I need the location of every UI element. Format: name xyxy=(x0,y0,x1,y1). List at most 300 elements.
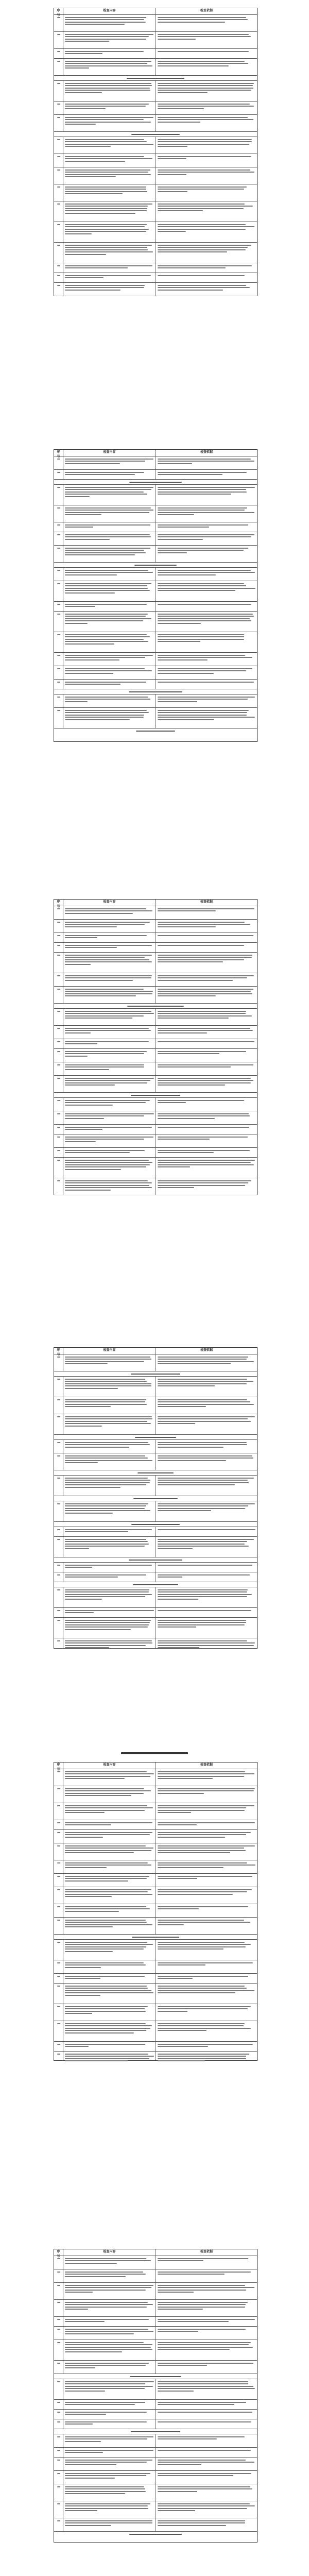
text-line xyxy=(158,2342,251,2343)
table-row xyxy=(54,2326,257,2340)
text-line xyxy=(65,1862,148,1863)
text-line xyxy=(158,1484,235,1485)
text-line xyxy=(65,90,150,91)
header-content: 检查内容 xyxy=(63,8,156,14)
text-line xyxy=(158,524,248,526)
text-line xyxy=(65,554,135,555)
text-line xyxy=(65,191,147,192)
text-line xyxy=(65,275,151,276)
text-line xyxy=(65,2381,154,2382)
text-line xyxy=(158,2060,205,2061)
text-line xyxy=(158,536,251,537)
text-line xyxy=(57,1028,60,1029)
row-number xyxy=(54,532,63,545)
check-basis xyxy=(156,283,257,296)
text-line xyxy=(65,1944,153,1945)
text-line xyxy=(158,717,255,718)
check-content xyxy=(63,470,156,479)
table-row xyxy=(54,1527,257,1536)
row-number xyxy=(54,546,63,562)
check-basis xyxy=(156,1918,257,1934)
check-basis xyxy=(156,154,257,167)
check-basis xyxy=(156,49,257,58)
text-line xyxy=(158,1946,246,1947)
text-line xyxy=(158,991,251,992)
text-line xyxy=(158,122,200,123)
text-line xyxy=(158,106,254,107)
text-line xyxy=(158,489,246,490)
text-line xyxy=(158,1018,229,1019)
text-line xyxy=(57,2006,60,2007)
row-number xyxy=(54,1501,63,1521)
check-content xyxy=(63,1476,156,1496)
text-line xyxy=(65,1812,105,1813)
text-line xyxy=(65,618,151,619)
check-basis xyxy=(156,81,257,101)
text-line xyxy=(158,1418,248,1419)
check-content xyxy=(63,1803,156,1820)
table-row xyxy=(54,1572,257,1582)
check-content xyxy=(63,2458,156,2470)
text-line xyxy=(65,208,147,209)
check-basis xyxy=(156,2484,257,2501)
text-line xyxy=(158,1962,253,1963)
text-line xyxy=(65,83,151,84)
text-line xyxy=(158,2347,253,2348)
text-line xyxy=(65,2287,151,2288)
text-line xyxy=(65,1548,89,1549)
text-line xyxy=(65,85,152,86)
text-line xyxy=(65,937,97,938)
text-line xyxy=(158,1447,224,1448)
table-header-row xyxy=(54,1348,257,1357)
text-line xyxy=(158,2421,251,2422)
text-line xyxy=(158,2044,253,2045)
text-line xyxy=(158,119,253,120)
text-line xyxy=(57,83,60,84)
text-line xyxy=(65,590,150,591)
text-line xyxy=(65,1610,154,1611)
text-line xyxy=(65,1053,144,1054)
text-line xyxy=(65,161,125,162)
text-line xyxy=(65,1113,154,1114)
text-line xyxy=(65,719,130,720)
text-line xyxy=(65,1032,91,1033)
row-number xyxy=(54,953,63,973)
text-line xyxy=(158,955,252,956)
check-basis xyxy=(156,632,257,652)
text-line xyxy=(158,957,252,958)
check-content xyxy=(63,1397,156,1414)
text-line xyxy=(65,1911,119,1912)
text-line xyxy=(65,961,152,962)
text-line xyxy=(158,1837,225,1838)
section-label xyxy=(54,1435,257,1439)
table-row xyxy=(54,114,257,131)
text-line xyxy=(158,1508,245,1509)
row-number xyxy=(54,1148,63,1157)
text-line xyxy=(158,1053,219,1054)
text-line xyxy=(65,122,151,123)
text-line xyxy=(158,1776,244,1777)
check-content xyxy=(63,2471,156,2484)
text-line xyxy=(65,1865,151,1866)
row-number xyxy=(54,581,63,601)
text-line xyxy=(65,2058,149,2059)
check-basis xyxy=(156,568,257,581)
text-line xyxy=(65,1612,94,1613)
text-line xyxy=(158,1455,252,1456)
section-row xyxy=(54,689,257,694)
check-basis xyxy=(156,973,257,986)
table-row xyxy=(54,1904,257,1917)
check-content xyxy=(63,201,156,222)
section-label xyxy=(54,1093,257,1097)
text-line xyxy=(158,22,225,23)
row-number xyxy=(54,1874,63,1887)
text-line xyxy=(158,710,249,711)
check-basis xyxy=(156,263,257,273)
text-line xyxy=(65,213,135,214)
section-row xyxy=(54,1434,257,1439)
text-line xyxy=(57,117,60,118)
text-line xyxy=(158,534,254,535)
text-line xyxy=(65,2520,152,2521)
row-number xyxy=(54,933,63,942)
text-line xyxy=(65,1043,97,1044)
row-number xyxy=(54,2300,63,2316)
text-line xyxy=(57,1011,60,1012)
text-line xyxy=(65,1084,115,1086)
text-line xyxy=(65,290,121,291)
text-line xyxy=(65,659,119,660)
text-line xyxy=(65,670,152,671)
text-line xyxy=(133,1498,178,1499)
text-line xyxy=(65,697,148,698)
text-line xyxy=(158,158,186,159)
text-line xyxy=(158,251,227,252)
text-line xyxy=(158,514,194,515)
table-row xyxy=(54,666,257,679)
text-line xyxy=(57,1920,60,1921)
text-line xyxy=(158,146,187,147)
check-basis xyxy=(156,1049,257,1062)
check-content xyxy=(63,1009,156,1025)
text-line xyxy=(65,712,149,713)
table-row xyxy=(54,1048,257,1062)
text-line xyxy=(65,922,150,923)
check-content xyxy=(63,32,156,48)
text-line xyxy=(158,17,246,18)
section-row xyxy=(54,728,257,741)
check-content xyxy=(63,632,156,652)
table-row xyxy=(54,101,257,114)
check-content xyxy=(63,1638,156,1648)
text-line xyxy=(65,2402,145,2403)
text-line xyxy=(158,2274,225,2275)
row-number xyxy=(54,167,63,184)
row-number xyxy=(54,2283,63,2299)
row-number xyxy=(54,2004,63,2021)
text-line xyxy=(57,1771,60,1772)
text-line xyxy=(65,106,146,107)
text-line xyxy=(158,2473,251,2474)
text-line xyxy=(158,1385,215,1386)
text-line xyxy=(65,2347,151,2348)
text-line xyxy=(65,2274,146,2275)
check-content xyxy=(63,953,156,973)
text-line xyxy=(158,2525,226,2526)
text-line xyxy=(65,1480,150,1481)
check-basis xyxy=(156,101,257,114)
text-line xyxy=(131,1524,179,1525)
row-number xyxy=(54,222,63,242)
row-number xyxy=(54,485,63,505)
table-row xyxy=(54,611,257,632)
text-line xyxy=(65,1169,121,1170)
text-line xyxy=(158,189,244,190)
text-line xyxy=(158,1030,253,1031)
text-line xyxy=(158,2404,234,2405)
check-content xyxy=(63,973,156,986)
text-line xyxy=(57,1876,60,1877)
table-row xyxy=(54,2434,257,2447)
text-line xyxy=(65,1577,118,1578)
text-line xyxy=(127,1006,184,1007)
text-line xyxy=(65,2309,88,2310)
table-row xyxy=(54,2518,257,2531)
text-line xyxy=(158,1788,255,1789)
text-line xyxy=(158,1180,251,1181)
text-line xyxy=(65,1834,150,1835)
text-line xyxy=(65,1876,149,1877)
check-content xyxy=(63,987,156,1003)
text-line xyxy=(57,1455,60,1456)
text-line xyxy=(65,717,144,718)
text-line xyxy=(158,2464,201,2465)
text-line xyxy=(65,2013,92,2014)
text-line xyxy=(158,1401,250,1402)
text-line xyxy=(57,2402,60,2403)
text-line xyxy=(65,1383,151,1384)
text-line xyxy=(65,1640,152,1641)
row-number xyxy=(54,1062,63,1075)
text-line xyxy=(57,1822,60,1823)
text-line xyxy=(158,1574,250,1575)
text-line xyxy=(65,2383,145,2384)
text-line xyxy=(158,574,216,575)
table-row xyxy=(54,679,257,689)
check-content xyxy=(63,2269,156,2282)
text-line xyxy=(65,2503,150,2504)
check-basis xyxy=(156,1354,257,1371)
text-line xyxy=(158,2260,203,2261)
text-line xyxy=(158,1544,245,1545)
text-line xyxy=(158,275,245,276)
check-basis xyxy=(156,456,257,469)
row-number xyxy=(54,137,63,154)
text-line xyxy=(65,1180,148,1181)
text-line xyxy=(65,1105,113,1106)
header-basis: 检查依据 xyxy=(156,1762,257,1769)
text-line xyxy=(158,2486,250,2487)
text-line xyxy=(158,1013,246,1014)
text-line xyxy=(65,510,153,511)
text-line xyxy=(65,1645,146,1646)
header-basis: 检查依据 xyxy=(156,1348,257,1354)
row-number xyxy=(54,2458,63,2470)
table-row xyxy=(54,1803,257,1820)
check-content xyxy=(63,1904,156,1917)
text-line xyxy=(158,1164,254,1165)
text-line xyxy=(158,1080,253,1081)
table-header-row xyxy=(54,8,257,17)
text-line xyxy=(65,1118,104,1119)
text-line xyxy=(158,1624,245,1625)
check-basis xyxy=(156,2300,257,2316)
text-line xyxy=(65,2028,150,2029)
row-number xyxy=(54,2501,63,2518)
text-line xyxy=(65,2436,153,2437)
section-label xyxy=(54,1496,257,1501)
check-basis xyxy=(156,1874,257,1887)
text-line xyxy=(158,187,247,188)
check-basis xyxy=(156,273,257,282)
text-line xyxy=(65,139,144,140)
text-line xyxy=(158,1548,193,1549)
row-number xyxy=(54,2052,63,2060)
check-content xyxy=(63,2327,156,2340)
text-line xyxy=(57,1942,60,1943)
text-line xyxy=(65,2044,145,2045)
table-row xyxy=(54,1873,257,1887)
table-row xyxy=(54,14,257,31)
check-content xyxy=(63,1860,156,1873)
check-content xyxy=(63,1618,156,1638)
check-content xyxy=(63,1572,156,1582)
text-line xyxy=(65,924,145,925)
text-line xyxy=(57,655,60,656)
check-basis xyxy=(156,1830,257,1843)
text-line xyxy=(57,1610,60,1611)
text-line xyxy=(158,1381,253,1382)
section-label xyxy=(54,689,257,694)
check-basis xyxy=(156,1960,257,1973)
text-line xyxy=(57,2503,60,2504)
text-line xyxy=(136,731,175,732)
check-basis xyxy=(156,2269,257,2282)
text-line xyxy=(65,2285,153,2286)
check-content xyxy=(63,2317,156,2326)
text-line xyxy=(57,922,60,923)
text-line xyxy=(57,534,60,535)
text-line xyxy=(158,108,204,109)
text-line xyxy=(158,1978,193,1979)
table-row xyxy=(54,1414,257,1434)
table-row xyxy=(54,952,257,973)
check-content xyxy=(63,154,156,167)
text-line xyxy=(158,90,251,91)
check-basis xyxy=(156,1076,257,1092)
check-content xyxy=(63,137,156,154)
text-line xyxy=(65,641,148,642)
check-content xyxy=(63,1769,156,1786)
text-line xyxy=(65,1962,144,1963)
text-line xyxy=(158,975,254,976)
row-number xyxy=(54,1178,63,1195)
check-basis xyxy=(156,1476,257,1496)
text-line xyxy=(158,1565,252,1566)
table-row xyxy=(54,1039,257,1048)
text-line xyxy=(127,78,184,79)
table-row xyxy=(54,137,257,154)
text-line xyxy=(57,1137,60,1138)
text-line xyxy=(65,249,148,250)
text-line xyxy=(57,156,60,157)
table-row xyxy=(54,567,257,581)
text-line xyxy=(131,134,180,135)
text-line xyxy=(158,910,216,911)
text-line xyxy=(57,204,60,205)
text-line xyxy=(65,17,146,18)
text-line xyxy=(158,2331,198,2332)
text-line xyxy=(65,1546,145,1547)
text-line xyxy=(65,1850,151,1851)
row-number xyxy=(54,1904,63,1917)
check-content xyxy=(63,1178,156,1195)
check-content xyxy=(63,666,156,679)
text-line xyxy=(158,156,251,157)
text-line xyxy=(65,144,153,145)
check-content xyxy=(63,906,156,919)
table-header-row xyxy=(54,450,257,459)
text-line xyxy=(158,655,245,656)
text-line xyxy=(65,1066,144,1067)
text-line xyxy=(65,1788,144,1789)
header-basis: 检查依据 xyxy=(156,900,257,906)
row-number xyxy=(54,456,63,469)
check-content xyxy=(63,2300,156,2316)
header-content: 检查内容 xyxy=(63,2249,156,2256)
table-row xyxy=(54,1917,257,1934)
text-line xyxy=(57,1832,60,1833)
row-number xyxy=(54,2518,63,2531)
text-line xyxy=(158,34,249,35)
text-line xyxy=(158,36,251,37)
text-line xyxy=(158,1807,246,1808)
text-line xyxy=(65,2404,135,2405)
text-line xyxy=(158,1867,224,1868)
text-line xyxy=(158,2436,245,2437)
row-number xyxy=(54,1158,63,1178)
check-basis xyxy=(156,59,257,75)
text-line xyxy=(57,1962,60,1963)
text-line xyxy=(158,492,247,493)
text-line xyxy=(57,2520,60,2521)
text-line xyxy=(65,2319,149,2320)
header-content: 检查内容 xyxy=(63,900,156,906)
check-basis xyxy=(156,708,257,728)
text-line xyxy=(57,908,60,909)
text-line xyxy=(158,1185,245,1186)
text-line xyxy=(65,636,150,637)
text-line xyxy=(158,1404,254,1405)
check-basis xyxy=(156,1587,257,1607)
text-line xyxy=(65,991,153,992)
text-line xyxy=(158,1118,215,1119)
text-line xyxy=(158,474,222,475)
check-basis xyxy=(156,581,257,601)
